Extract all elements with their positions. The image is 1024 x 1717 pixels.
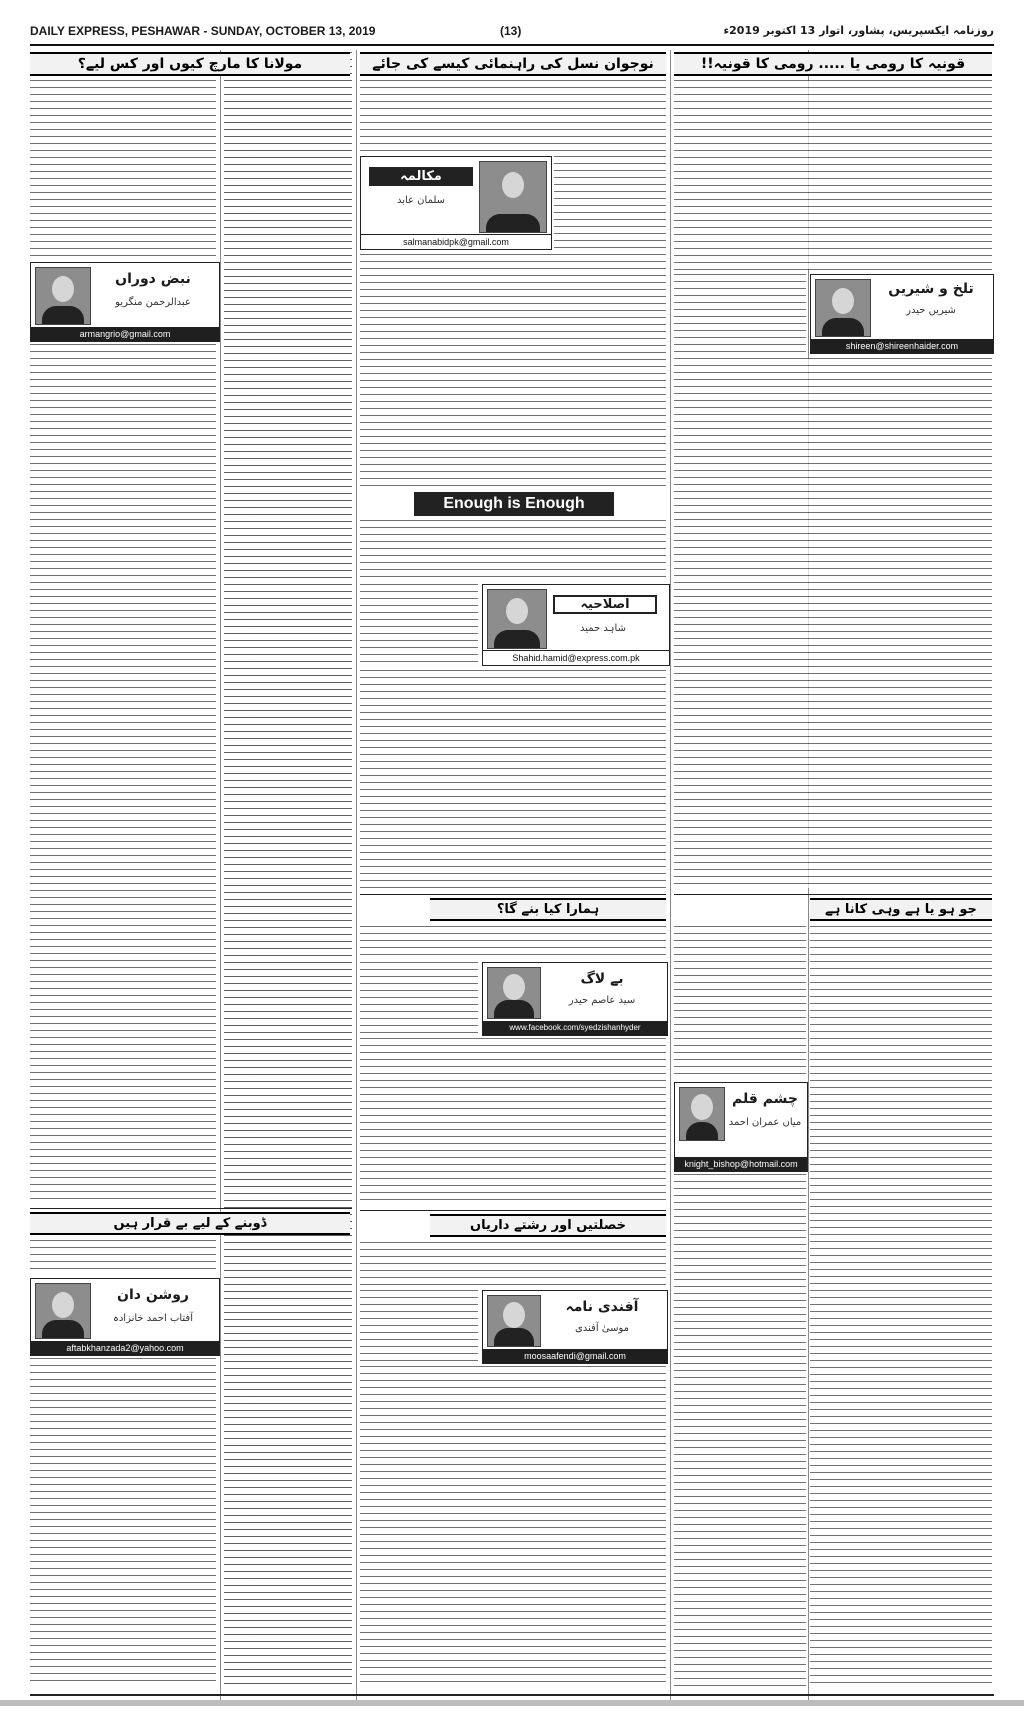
headline-khaslatain: خصلتیں اور رشتے داریاں bbox=[430, 1214, 666, 1237]
column-title: روشن دان bbox=[117, 1287, 189, 1303]
author-email: shireen@shireenhaider.com bbox=[811, 339, 993, 353]
headline-jo-ho: جو ہو یا ہے وہی کانا ہے bbox=[810, 898, 992, 921]
author-name: شیریں حیدر bbox=[906, 305, 956, 316]
article-body-text bbox=[360, 1242, 666, 1286]
article-body-text bbox=[674, 80, 992, 270]
scan-bottom-edge bbox=[0, 1700, 1024, 1706]
headline-dobne: ڈوبنے کے لیے بے قرار ہیں bbox=[30, 1212, 350, 1235]
column-title: نبض دوراں bbox=[115, 271, 191, 287]
page-number: (13) bbox=[500, 24, 522, 38]
article-body-text bbox=[360, 670, 666, 890]
column-title: تلخ و شیریں bbox=[888, 281, 974, 297]
column-rule bbox=[220, 50, 221, 1700]
author-email: www.facebook.com/syedzishanhyder bbox=[483, 1021, 667, 1035]
article-body-text bbox=[360, 926, 666, 958]
article-body-text bbox=[554, 156, 666, 250]
author-photo bbox=[487, 967, 541, 1019]
article-body-text bbox=[360, 962, 478, 1034]
page-bottom-rule bbox=[30, 1694, 994, 1696]
article-body-text bbox=[360, 1038, 666, 1206]
section-divider bbox=[674, 894, 992, 895]
article-body-text bbox=[674, 274, 806, 354]
headline-maulana-march: مولانا کا مارچ کیوں اور کس لیے؟ bbox=[30, 52, 350, 76]
columnist-block-armangrio bbox=[30, 262, 220, 342]
column-rule bbox=[356, 50, 357, 1700]
article-body-text bbox=[30, 344, 216, 1204]
section-divider bbox=[360, 1210, 666, 1211]
column-title: مکالمہ bbox=[369, 167, 473, 186]
columnist-block-haider bbox=[482, 962, 668, 1036]
columnist-block-shireen bbox=[810, 274, 994, 354]
author-name: عبدالرحمن منگریو bbox=[115, 297, 191, 308]
headline-youth-guidance: نوجوان نسل کی راہنمائی کیسے کی جائے bbox=[360, 52, 666, 76]
column-title: اصلاحیہ bbox=[553, 595, 657, 614]
author-name: سلمان عابد bbox=[396, 195, 446, 206]
author-email: salmanabidpk@gmail.com bbox=[361, 234, 551, 249]
headline-rumi-konya: قونیہ کا رومی یا ..... رومی کا قونیہ!! bbox=[674, 52, 992, 76]
article-body-text bbox=[30, 1358, 216, 1686]
column-rule bbox=[670, 50, 671, 1700]
author-email: aftabkhanzada2@yahoo.com bbox=[31, 1341, 219, 1355]
article-body-text bbox=[30, 1240, 216, 1274]
columnist-block-shahid bbox=[482, 584, 670, 666]
author-photo bbox=[479, 161, 547, 233]
author-email: knight_bishop@hotmail.com bbox=[675, 1157, 807, 1171]
author-email: moosaafendi@gmail.com bbox=[483, 1349, 667, 1363]
masthead-dateline: DAILY EXPRESS, PESHAWAR - SUNDAY, OCTOBER 13, 2019 bbox=[30, 24, 376, 38]
author-photo bbox=[815, 279, 871, 337]
author-name: موسیٰ آفندی bbox=[574, 1323, 630, 1334]
author-name: شاہد حمید bbox=[580, 623, 626, 634]
columnist-block-moosa bbox=[482, 1290, 668, 1364]
article-body-text bbox=[810, 926, 992, 1686]
article-body-text bbox=[674, 926, 806, 1078]
article-body-text bbox=[360, 1366, 666, 1686]
article-body-text bbox=[674, 358, 992, 888]
article-body-text bbox=[224, 52, 352, 1686]
author-name: میاں عمران احمد bbox=[728, 1117, 802, 1128]
headline-hamara: ہمارا کیا بنے گا؟ bbox=[430, 898, 666, 921]
columnist-block-knight bbox=[674, 1082, 808, 1172]
article-body-text bbox=[360, 254, 666, 488]
columnist-block-salman bbox=[360, 156, 552, 250]
author-photo bbox=[35, 1283, 91, 1339]
section-divider bbox=[30, 1208, 352, 1209]
author-name: سید عاصم حیدر bbox=[568, 995, 636, 1006]
article-body-text bbox=[360, 1290, 478, 1362]
author-email: Shahid.hamid@express.com.pk bbox=[483, 650, 669, 665]
author-name: آفتاب احمد خانزادہ bbox=[112, 1313, 193, 1324]
masthead-dateline-urdu: روزنامہ ایکسپریس، پشاور، اتوار 13 اکتوبر 2019ء bbox=[723, 24, 994, 37]
article-body-text bbox=[360, 584, 478, 666]
author-email: armangrio@gmail.com bbox=[31, 327, 219, 341]
article-body-text bbox=[30, 80, 216, 258]
newspaper-page bbox=[30, 22, 994, 1702]
columnist-block-aftab bbox=[30, 1278, 220, 1356]
author-photo bbox=[35, 267, 91, 325]
column-title: بے لاگ bbox=[580, 971, 624, 987]
article-body-text bbox=[674, 1174, 806, 1686]
headline-enough-banner: Enough is Enough bbox=[414, 492, 614, 516]
section-divider bbox=[360, 894, 666, 895]
column-title: آفندی نامہ bbox=[565, 1299, 639, 1315]
column-title: چشم قلم bbox=[731, 1091, 799, 1107]
author-photo bbox=[487, 1295, 541, 1347]
article-body-text bbox=[360, 520, 666, 580]
author-photo bbox=[679, 1087, 725, 1141]
masthead bbox=[30, 22, 994, 46]
author-photo bbox=[487, 589, 547, 649]
article-body-text bbox=[360, 80, 666, 152]
